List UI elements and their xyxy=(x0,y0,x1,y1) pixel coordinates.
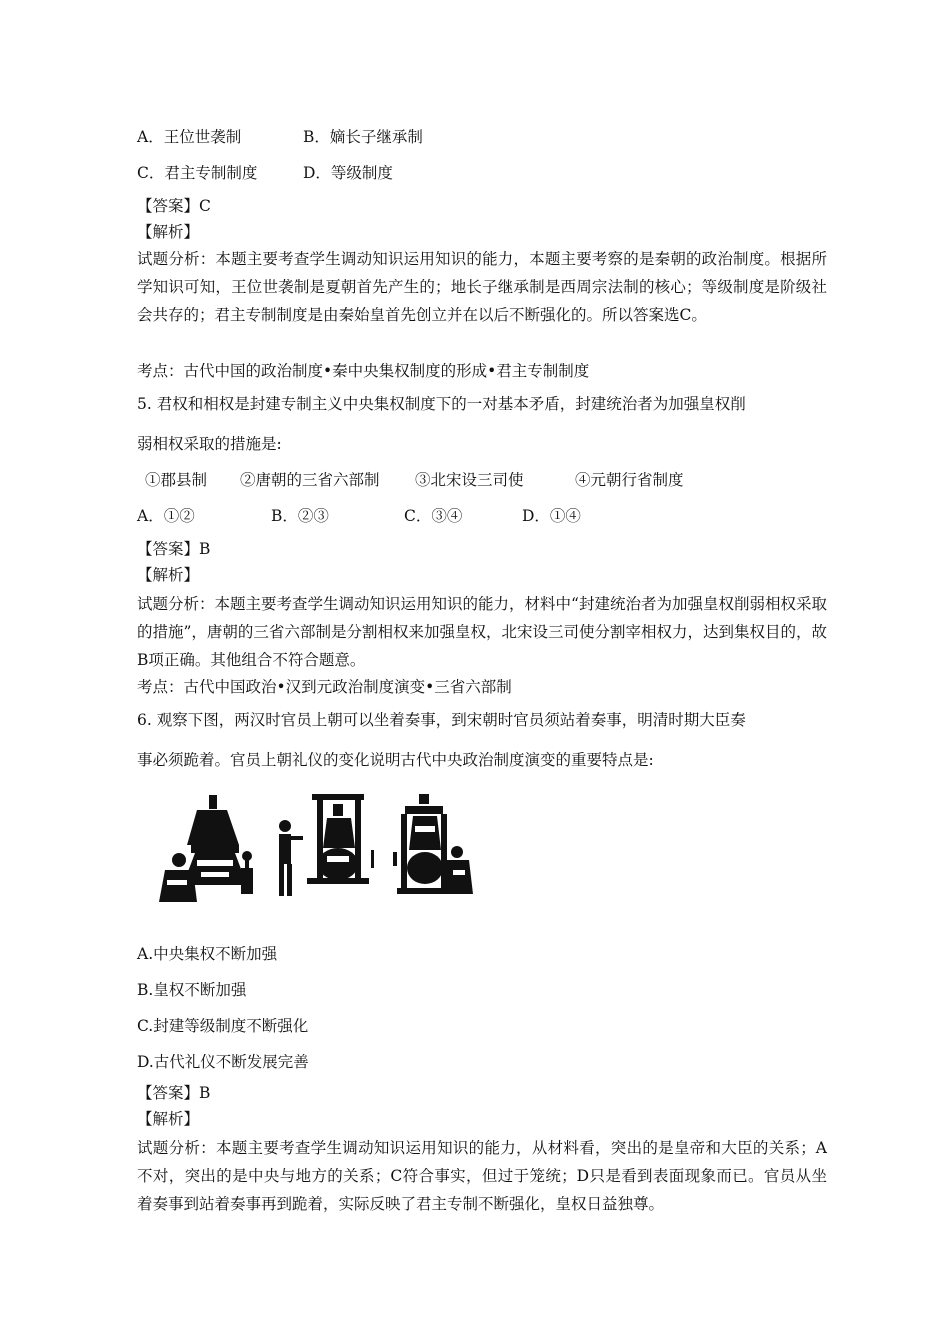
song-standing-scene xyxy=(279,794,374,896)
q6-stem-line-2: 事必须跪着。官员上朝礼仪的变化说明古代中央政治制度演变的重要特点是: xyxy=(137,751,654,769)
q4-knowledge-point: 考点：古代中国的政治制度•秦中央集权制度的形成•君主专制制度 xyxy=(137,362,590,380)
q4-option-a: A．王位世袭制 xyxy=(137,128,242,146)
q6-option-d: D.古代礼仪不断发展完善 xyxy=(137,1053,309,1071)
court-etiquette-illustration xyxy=(157,790,475,912)
q4-analysis-label: 【解析】 xyxy=(137,223,200,241)
q4-option-c: C．君主专制制度 xyxy=(137,164,258,182)
q4-analysis-text: 试题分析：本题主要考查学生调动知识运用知识的能力，本题主要考察的是秦朝的政治制度。根据所学知识可知，王位世袭制是夏朝首先产生的；地长子继承制是西周宗法制的核心；等级制度是阶级社会共存的；君主专制制度是由秦始皇首先创立并在以后不断强化的。所以答案选C。 xyxy=(137,250,827,324)
q5-stem-line-1: 5. 君权和相权是封建专制主义中央集权制度下的一对基本矛盾，封建统治者为加强皇权削 xyxy=(137,395,746,413)
q6-option-a: A.中央集权不断加强 xyxy=(137,945,278,963)
q6-analysis-text: 试题分析：本题主要考查学生调动知识运用知识的能力，从材料看，突出的是皇帝和大臣的关系；A不对，突出的是中央与地方的关系；C符合事实，但过于笼统；D只是看到表面现象而已。官员从坐着奏事到站着奏事再到跪着，实际反映了君主专制不断强化，皇权日益独尊。 xyxy=(137,1139,827,1213)
q5-item-3: ③北宋设三司使 xyxy=(415,471,524,489)
q5-analysis-label: 【解析】 xyxy=(137,566,200,584)
q4-option-b: B．嫡长子继承制 xyxy=(303,128,423,146)
q5-item-1: ①郡县制 xyxy=(145,471,208,489)
q4-answer: 【答案】C xyxy=(137,197,211,215)
han-seated-scene xyxy=(159,795,253,902)
mingqing-kneeling-scene xyxy=(393,794,473,894)
q5-item-4: ④元朝行省制度 xyxy=(575,471,684,489)
q5-option-a: A．①② xyxy=(137,507,195,525)
q5-option-b: B．②③ xyxy=(271,507,329,525)
q5-option-d: D．①④ xyxy=(522,507,581,525)
q6-analysis-label: 【解析】 xyxy=(137,1110,200,1128)
q5-item-2: ②唐朝的三省六部制 xyxy=(240,471,380,489)
q6-option-b: B.皇权不断加强 xyxy=(137,981,247,999)
q5-option-c: C．③④ xyxy=(404,507,463,525)
q6-option-c: C.封建等级制度不断强化 xyxy=(137,1017,309,1035)
q5-knowledge-point: 考点：古代中国政治•汉到元政治制度演变•三省六部制 xyxy=(137,678,512,696)
q6-stem-line-1: 6. 观察下图，两汉时官员上朝可以坐着奏事，到宋朝时官员须站着奏事，明清时期大臣奏 xyxy=(137,711,746,729)
q5-analysis-text: 试题分析：本题主要考查学生调动知识运用知识的能力，材料中“封建统治者为加强皇权削弱相权采取的措施”，唐朝的三省六部制是分割相权来加强皇权，北宋设三司使分割宰相权力，达到集权目的，故B项正确。其他组合不符合题意。 xyxy=(137,595,827,669)
q5-stem-line-2: 弱相权采取的措施是: xyxy=(137,435,282,453)
q6-answer: 【答案】B xyxy=(137,1084,211,1102)
q4-option-d: D．等级制度 xyxy=(303,164,393,182)
q5-answer: 【答案】B xyxy=(137,540,211,558)
